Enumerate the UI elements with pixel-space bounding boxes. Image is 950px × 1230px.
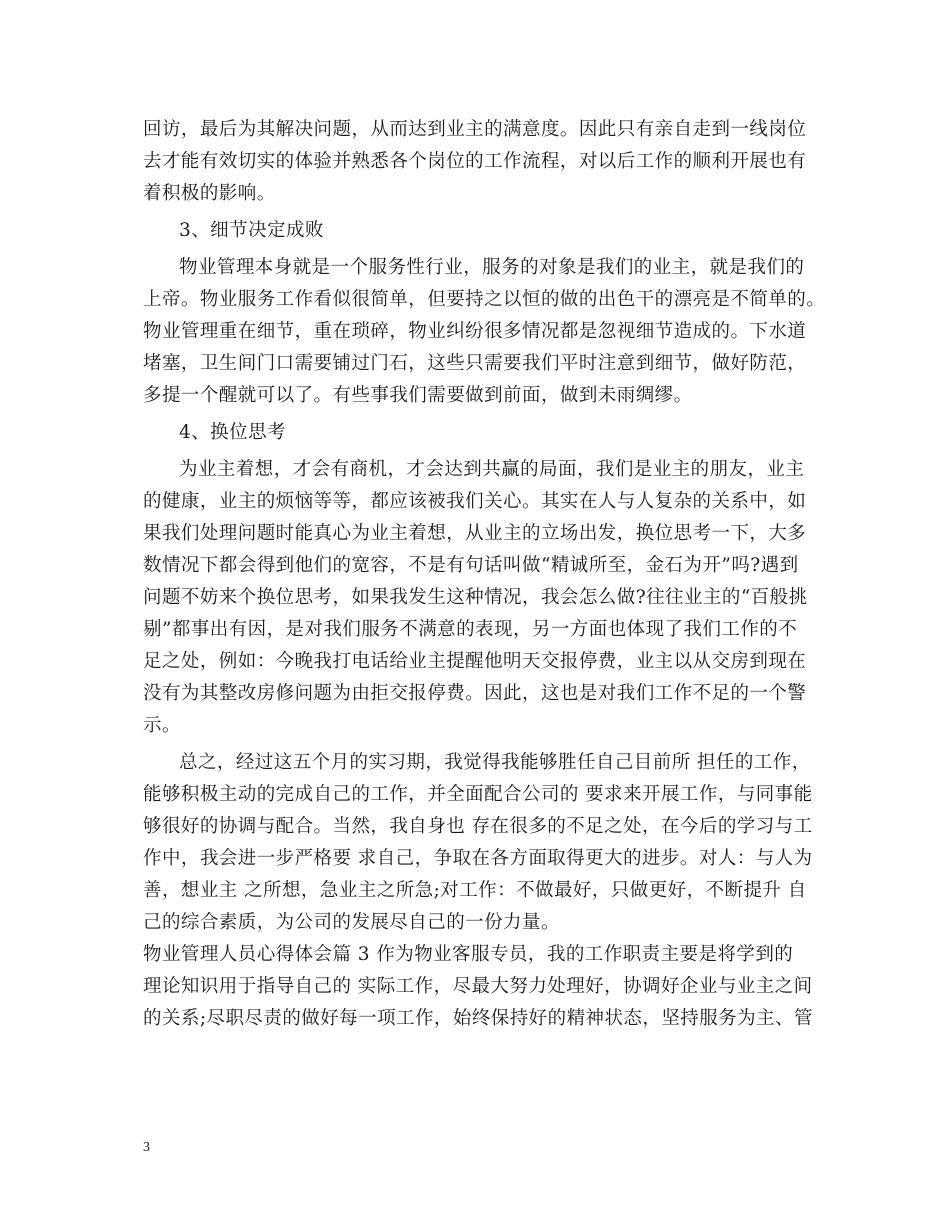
text-line: 作中，我会进一步严格要 求自己，争取在各方面取得更大的进步。对人：与人为	[143, 848, 813, 869]
text-line: 数情况下都会得到他们的宽容，不是有句话叫做“精诚所至，金石为开”吗?遇到	[143, 555, 799, 576]
text-line: 多提一个醒就可以了。有些事我们需要做到前面，做到未雨绸缪。	[143, 385, 693, 406]
text-line: 物业管理本身就是一个服务性行业，服务的对象是我们的业主，就是我们的	[179, 257, 805, 278]
text-line: 够很好的协调与配合。当然，我自身也 存在很多的不足之处，在今后的学习与工	[143, 816, 813, 837]
text-line: 示。	[143, 715, 181, 736]
text-line: 回访，最后为其解决问题，从而达到业主的满意度。因此只有亲自走到一线岗位	[143, 119, 807, 140]
text-line: 总之，经过这五个月的实习期，我觉得我能够胜任自己目前所 担任的工作，	[179, 752, 811, 773]
text-line: 堵塞，卫生间门口需要铺过门石，这些只需要我们平时注意到细节，做好防范，	[143, 353, 807, 374]
text-line: 为业主着想，才会有商机，才会达到共赢的局面，我们是业主的朋友，业主	[179, 459, 805, 480]
document-body	[143, 114, 826, 1035]
text-line: 问题不妨来个换位思考，如果我发生这种情况，我会怎么做?往往业主的“百般挑	[143, 587, 808, 608]
text-line: 物业管理人员心得体会篇 3 作为物业客服专员，我的工作职责主要是将学到的	[143, 944, 794, 965]
text-line: 的关系;尽职尽责的做好每一项工作，始终保持好的精神状态，坚持服务为主、管	[143, 1008, 813, 1029]
text-line: 果我们处理问题时能真心为业主着想，从业主的立场出发，换位思考一下，大多	[143, 523, 807, 544]
text-line: 物业管理重在细节，重在琐碎，物业纠纷很多情况都是忽视细节造成的。下水道	[143, 321, 807, 342]
text-line: 去才能有效切实的体验并熟悉各个岗位的工作流程，对以后工作的顺利开展也有	[143, 151, 807, 172]
text-line: 能够积极主动的完成自己的工作，并全面配合公司的 要求来开展工作，与同事能	[143, 784, 813, 805]
page-number: 3	[143, 1140, 150, 1155]
section-heading: 3、细节决定成败	[179, 220, 324, 241]
text-line: 足之处，例如：今晚我打电话给业主提醒他明天交报停费，业主以从交房到现在	[143, 651, 807, 672]
text-line: 理论知识用于指导自己的 实际工作，尽最大努力处理好，协调好企业与业主之间	[143, 976, 813, 997]
section-heading: 4、换位思考	[179, 422, 286, 443]
text-line: 没有为其整改房修问题为由拒交报停费。因此，这也是对我们工作不足的一个警	[143, 683, 807, 704]
text-line: 善，想业主 之所想，急业主之所急;对工作：不做最好，只做更好，不断提升 自	[143, 880, 807, 901]
text-line: 剔”都事出有因，是对我们服务不满意的表现，另一方面也体现了我们工作的不	[143, 619, 798, 640]
text-line: 己的综合素质，为公司的发展尽自己的一份力量。	[143, 912, 560, 933]
text-line: 着积极的影响。	[143, 183, 276, 204]
text-line: 上帝。物业服务工作看似很简单，但要持之以恒的做的出色干的漂亮是不简单的。	[143, 289, 826, 310]
text-line: 的健康，业主的烦恼等等，都应该被我们关心。其实在人与人复杂的关系中，如	[143, 491, 807, 512]
